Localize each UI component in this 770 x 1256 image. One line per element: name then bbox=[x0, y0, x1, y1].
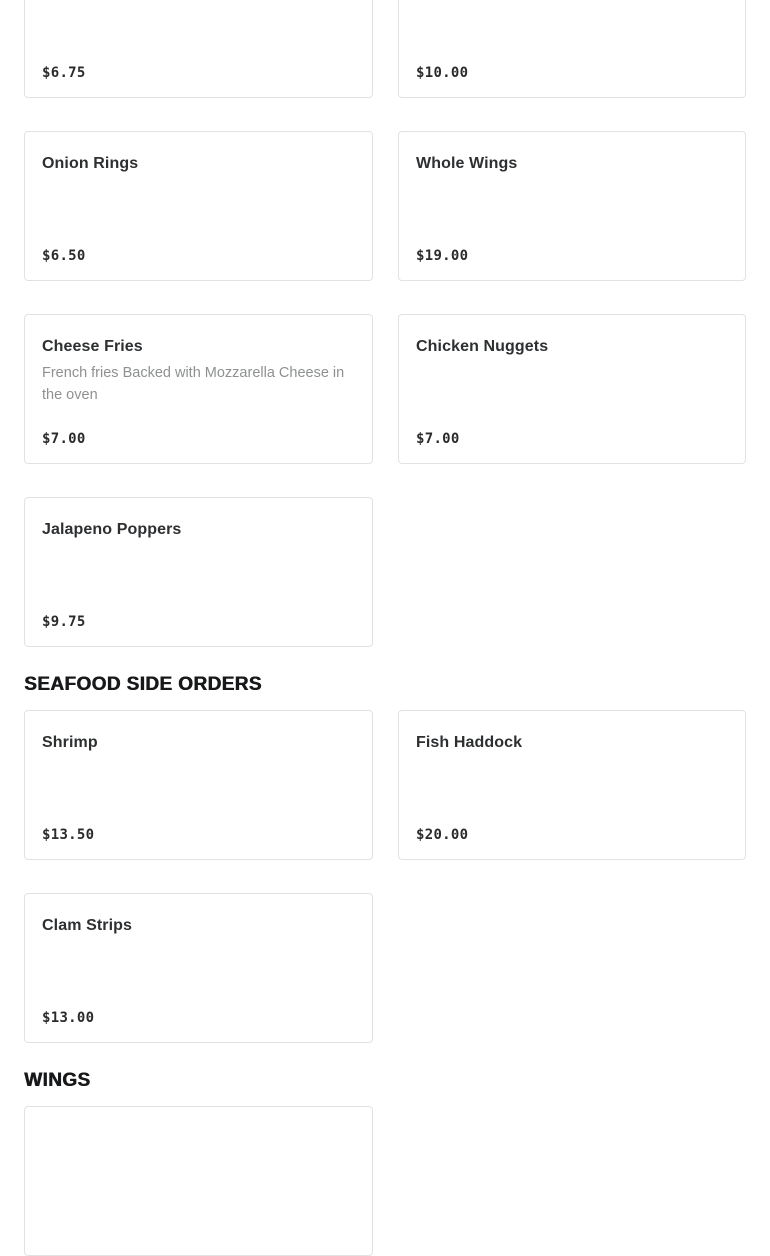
menu-item-price: $10.00 bbox=[416, 65, 469, 81]
section-heading-wings: WINGS bbox=[24, 1070, 91, 1091]
menu-item-card[interactable] bbox=[24, 314, 373, 464]
menu-item-card[interactable] bbox=[24, 1106, 373, 1256]
menu-grid bbox=[24, 1106, 746, 1256]
menu-item-card[interactable] bbox=[398, 314, 746, 464]
menu-item-card[interactable] bbox=[24, 0, 373, 98]
menu-section-seafood-side-orders bbox=[24, 673, 746, 1043]
menu-item-name: Cheese Fries bbox=[42, 338, 143, 355]
menu-item-price: $6.50 bbox=[42, 248, 86, 264]
menu-item-card[interactable] bbox=[398, 0, 746, 98]
menu-section-wings bbox=[24, 1069, 746, 1256]
menu-item-price: $13.50 bbox=[42, 827, 95, 843]
menu-item-card[interactable] bbox=[24, 710, 373, 860]
menu-grid bbox=[24, 710, 746, 1043]
menu-item-card[interactable] bbox=[24, 131, 373, 281]
menu-item-card[interactable] bbox=[24, 893, 373, 1043]
menu-item-price: $19.00 bbox=[416, 248, 469, 264]
menu-item-price: $7.00 bbox=[416, 431, 460, 447]
menu-item-name: Jalapeno Poppers bbox=[42, 521, 182, 538]
menu-item-name: Fish Haddock bbox=[416, 734, 523, 751]
menu-item-price: $6.75 bbox=[42, 65, 86, 81]
menu-item-card[interactable] bbox=[398, 710, 746, 860]
menu-item-name: Shrimp bbox=[42, 734, 98, 751]
menu-item-name: Whole Wings bbox=[416, 155, 518, 172]
menu-item-name: Chicken Nuggets bbox=[416, 338, 549, 355]
menu-item-card[interactable] bbox=[24, 497, 373, 647]
menu-item-name: Clam Strips bbox=[42, 917, 133, 934]
menu-grid bbox=[24, 0, 746, 647]
menu-section-top bbox=[24, 0, 746, 647]
menu-item-card[interactable] bbox=[398, 131, 746, 281]
menu-item-name: Onion Rings bbox=[42, 155, 139, 172]
section-heading-seafood-side-orders: SEAFOOD SIDE ORDERS bbox=[24, 674, 262, 695]
menu-item-price: $9.75 bbox=[42, 614, 86, 630]
menu-item-price: $13.00 bbox=[42, 1010, 95, 1026]
menu-item-price: $7.00 bbox=[42, 431, 86, 447]
menu-item-price: $20.00 bbox=[416, 827, 469, 843]
menu-item-description: French fries Backed with Mozzarella Cheese in the oven bbox=[42, 365, 345, 403]
